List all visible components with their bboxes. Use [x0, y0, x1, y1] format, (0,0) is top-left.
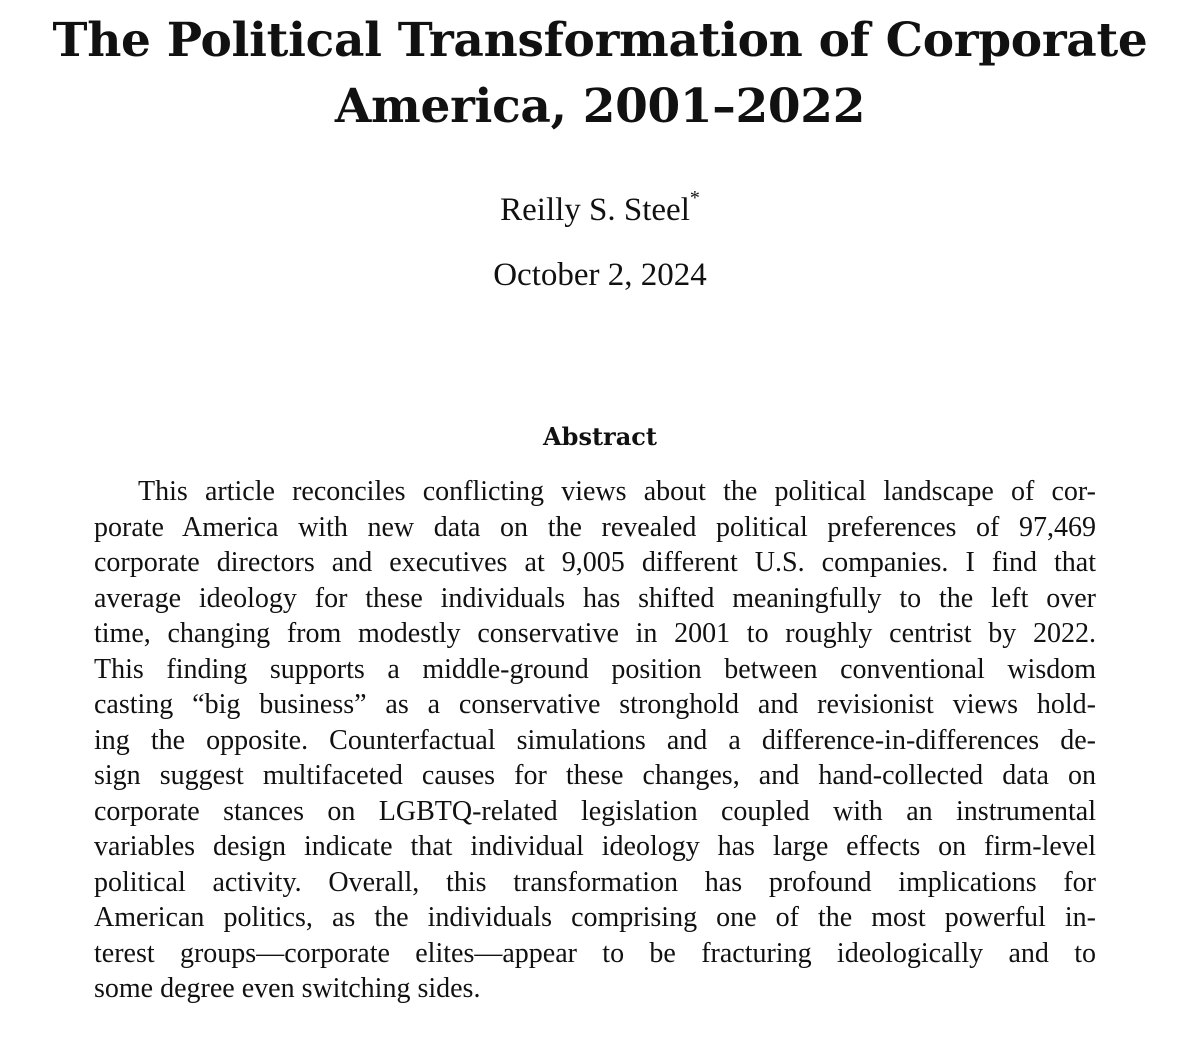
abstract-line: variables design indicate that individual ideology has large effects on firm-level [94, 831, 1096, 862]
abstract-body [94, 474, 1096, 1007]
abstract-line: ing the opposite. Counterfactual simulations and a difference-in-differences de- [94, 724, 1096, 756]
abstract-line: corporate stances on LGBTQ-related legislation coupled with an instrumental [94, 795, 1096, 827]
author-footnote-mark: * [689, 187, 700, 209]
abstract-line: American politics, as the individuals comprising one of the most powerful in- [94, 902, 1096, 933]
paper-title [0, 8, 1200, 140]
abstract-line: average ideology for these individuals has shifted meaningfully to the left over [94, 582, 1096, 614]
abstract-line: political activity. Overall, this transformation has profound implications for [94, 866, 1096, 898]
author-name: Reilly S. Steel [500, 192, 690, 228]
title-line-2: America, 2001–2022 [334, 79, 866, 134]
title-line-1: The Political Transformation of Corporate [52, 13, 1148, 68]
abstract-line: time, changing from modestly conservative in 2001 to roughly centrist by 2022. [94, 618, 1096, 649]
abstract-line: casting “big business” as a conservative stronghold and revisionist views hold- [94, 689, 1096, 720]
abstract-line: some degree even switching sides. [94, 973, 481, 1004]
publication-date: October 2, 2024 [493, 257, 707, 293]
abstract-line: This article reconciles conflicting views about the political landscape of cor- [138, 476, 1096, 507]
abstract-line: terest groups—corporate elites—appear to be fracturing ideologically and to [94, 937, 1096, 969]
abstract-line: sign suggest multifaceted causes for these changes, and hand-collected data on [94, 760, 1096, 791]
author [0, 180, 1200, 232]
abstract-line: This finding supports a middle-ground position between conventional wisdom [94, 653, 1096, 685]
abstract-line: porate America with new data on the revealed political preferences of 97,469 [94, 511, 1096, 543]
abstract-line: corporate directors and executives at 9,005 different U.S. companies. I find that [94, 547, 1096, 578]
abstract-heading: Abstract [543, 422, 657, 451]
